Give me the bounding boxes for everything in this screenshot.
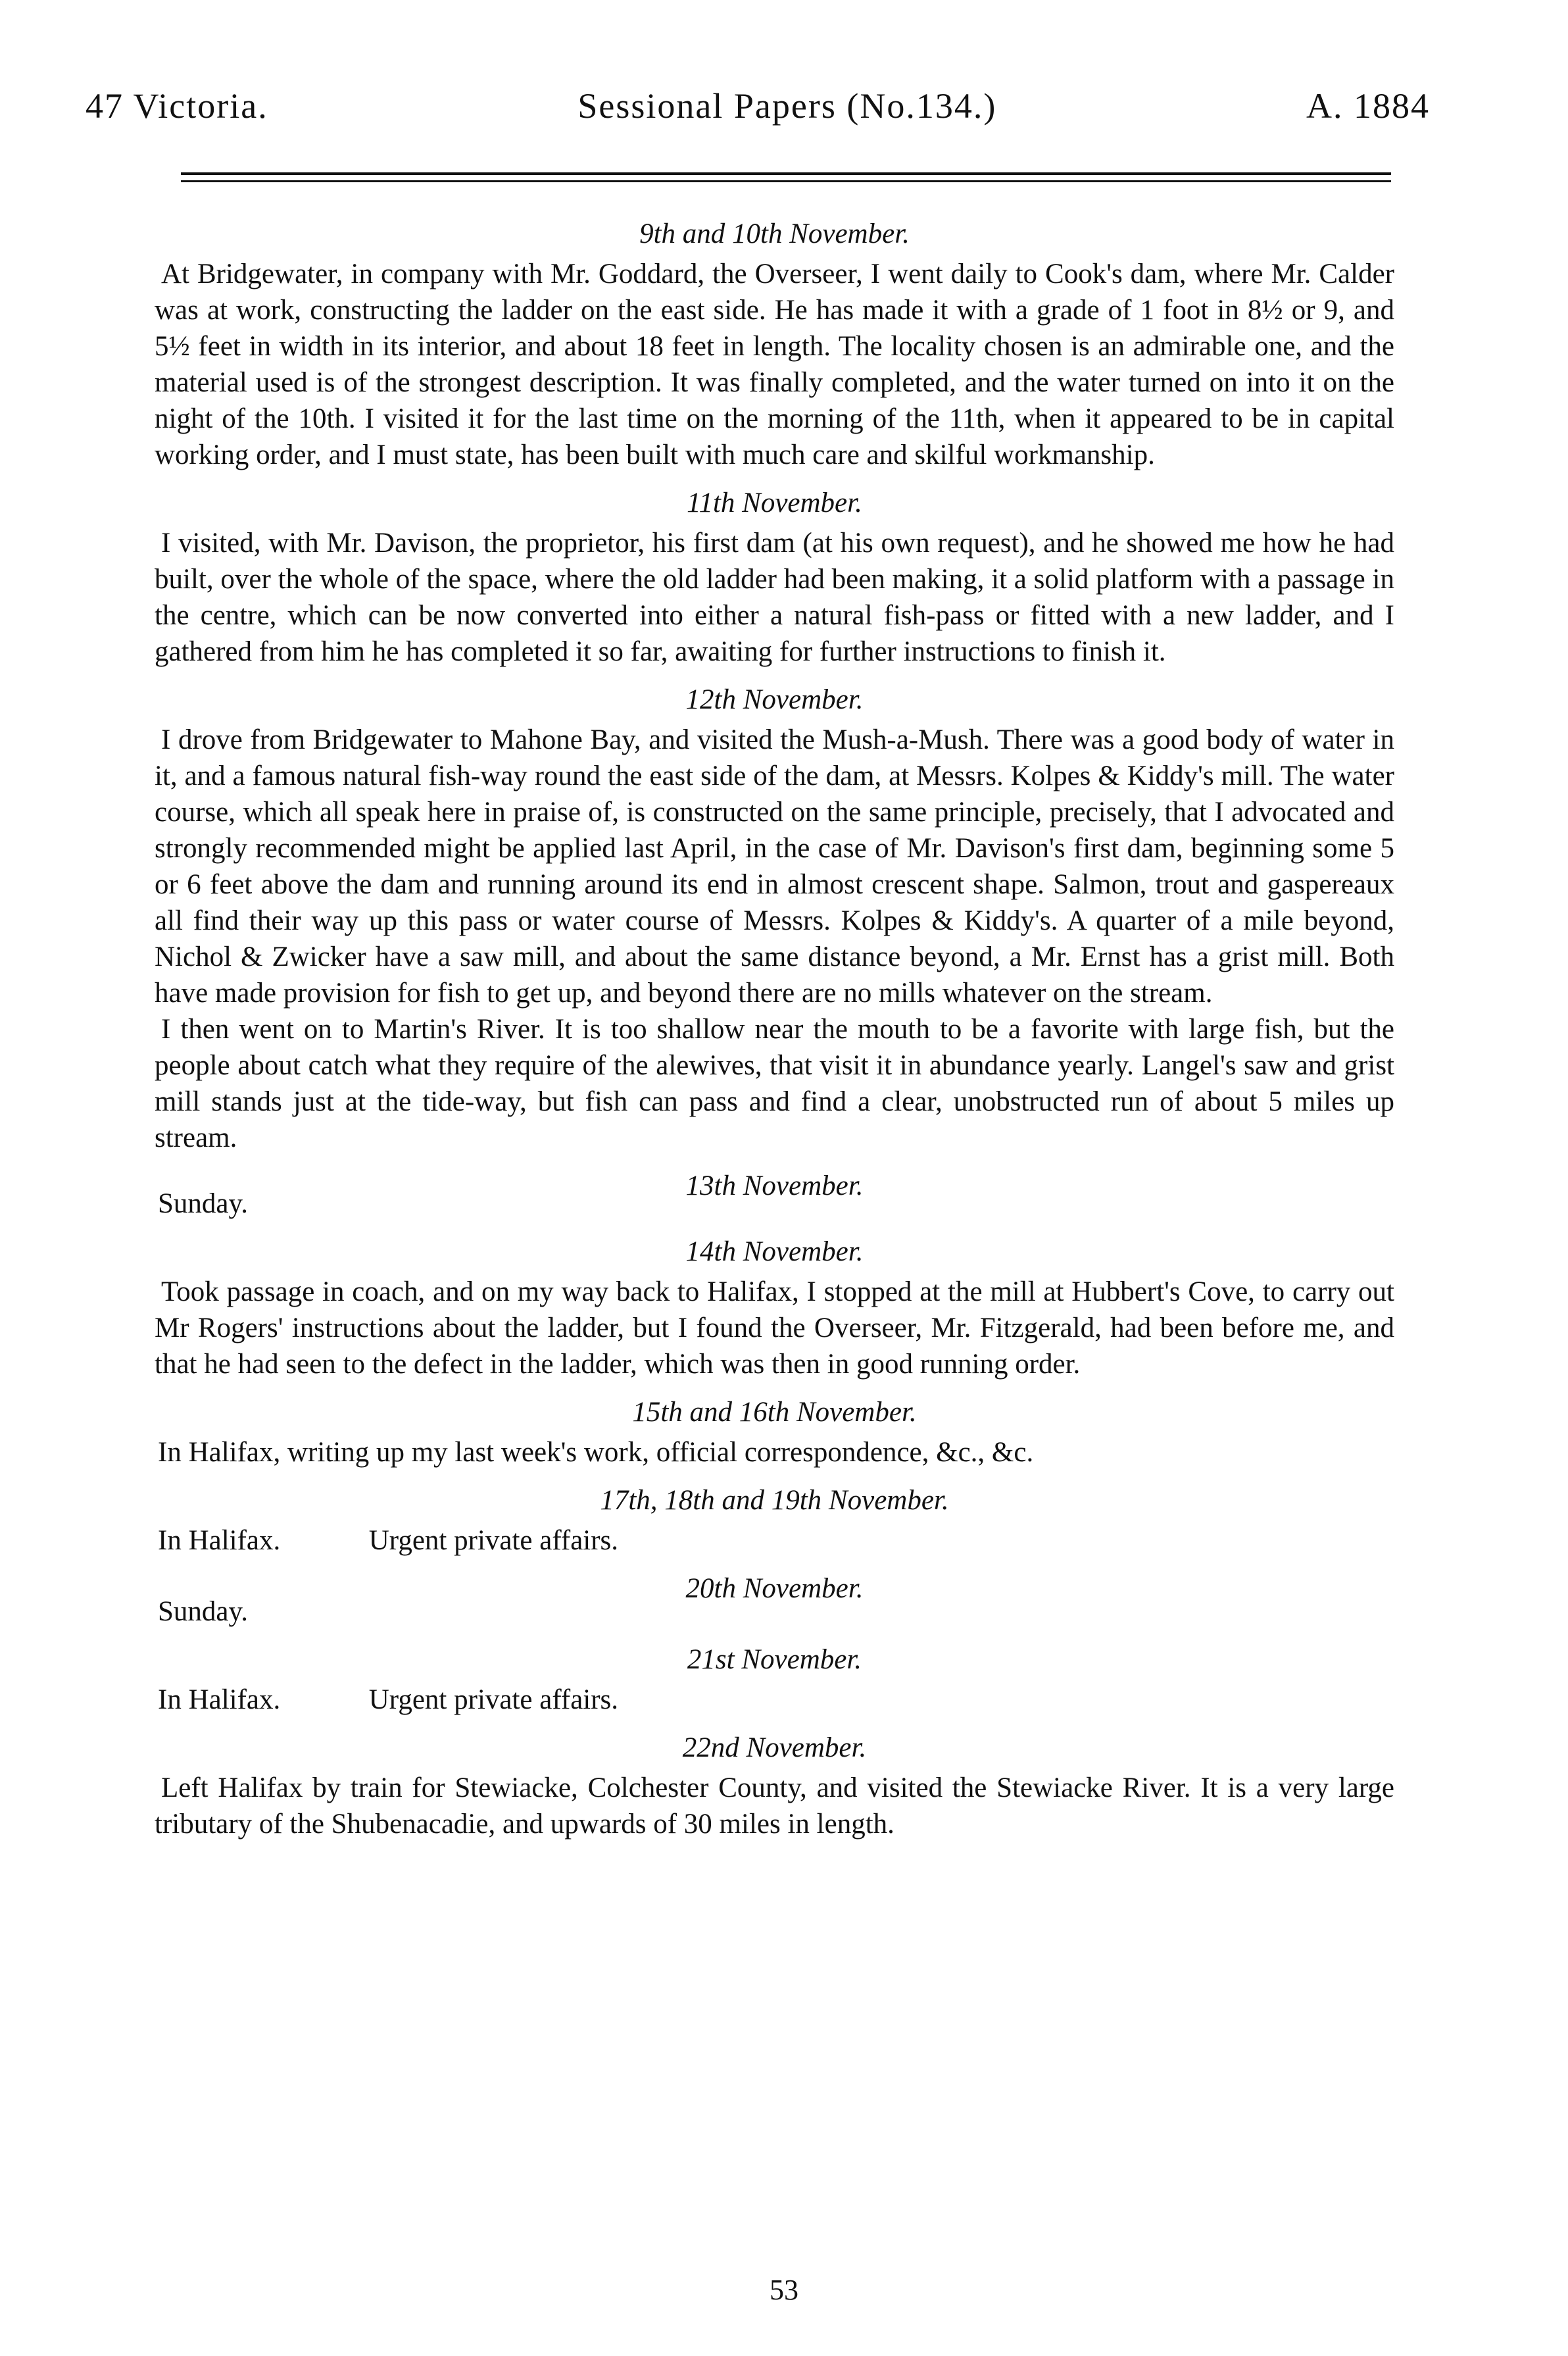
running-header [86, 86, 1430, 138]
entry-12th-november [155, 682, 1394, 1156]
entry-date: 20th November. [685, 1573, 864, 1604]
entry-date: 11th November. [687, 488, 862, 518]
entry-text: I drove from Bridgewater to Mahone Bay, and visited the Mush-a-Mush. There was a good body of water in it, and a famous natural fish-way round the east side of the dam, at Messrs. Kolpes & Kiddy's mill. The water course, which all speak here in praise of, is constructed on the same principle, precisely, that I advocated and strongly recommended might be applied last April, in the case of Mr. Davison's first dam, beginning some 5 or 6 feet above the dam and running around its end in almost crescent shape. Salmon, trout and gaspereaux all find their way up this pass or water course of Messrs. Kolpes & Kiddy's. A quarter of a mile beyond, Nichol & Zwicker have a saw mill, and about the same distance beyond, a Mr. Ernst has a grist mill. Both have made provision for fish to get up, and beyond there are no mills whatever on the stream. [155, 724, 1394, 1009]
entry-9th-10th-november [155, 216, 1394, 473]
header-sessional-papers: Sessional Papers (No.134.) [577, 86, 997, 126]
report-body [155, 204, 1394, 1842]
entry-activity: Urgent private affairs. [368, 1525, 619, 1556]
entry-text [155, 1682, 1394, 1718]
entry-text: In Halifax, writing up my last week's work, official correspondence, &c., &c. [158, 1437, 1034, 1468]
entry-date: 17th, 18th and 19th November. [600, 1485, 949, 1516]
header-rule-top [181, 172, 1391, 175]
entry-date: 12th November. [685, 684, 864, 715]
entry-date: 15th and 16th November. [632, 1397, 917, 1428]
entry-15th-16th-november [155, 1394, 1394, 1470]
entry-location: In Halifax. [158, 1525, 281, 1556]
entry-text: Sunday. [158, 1596, 248, 1627]
entry-date: 13th November. [685, 1170, 864, 1201]
entry-22nd-november [155, 1730, 1394, 1842]
entry-11th-november [155, 485, 1394, 670]
entry-activity: Urgent private affairs. [368, 1684, 619, 1715]
entry-13th-november [155, 1168, 1394, 1222]
entry-text: Took passage in coach, and on my way back to Halifax, I stopped at the mill at Hubbert's Cove, to carry out Mr Rogers' instructions about the ladder, but I found the Overseer, Mr. Fitzgerald, had been before me, and that he had seen to the defect in the ladder, which was then in good running order. [155, 1276, 1394, 1380]
entry-text: Sunday. [158, 1188, 248, 1219]
entry-location: In Halifax. [158, 1684, 281, 1715]
entry-date: 22nd November. [682, 1732, 867, 1763]
header-rule-bottom [181, 180, 1391, 182]
entry-date: 21st November. [687, 1644, 862, 1675]
entry-date: 14th November. [685, 1236, 864, 1267]
entry-17th-19th-november [155, 1482, 1394, 1559]
entry-text [155, 1522, 1394, 1559]
entry-14th-november [155, 1234, 1394, 1382]
entry-20th-november [155, 1570, 1394, 1630]
header-year: A. 1884 [1306, 86, 1430, 126]
entry-text-continued: I then went on to Martin's River. It is too shallow near the mouth to be a favorite with large fish, but the people about catch what they require of the alewives, that visit it in abundance yearly. Langel's saw and grist mill stands just at the tide-way, but fish can pass and find a clear, unobstructed run of about 5 miles up stream. [155, 1014, 1394, 1153]
entry-21st-november [155, 1642, 1394, 1718]
entry-text: I visited, with Mr. Davison, the proprietor, his first dam (at his own request), and he showed me how he had built, over the whole of the space, where the old ladder had been making, it a solid platform with a passage in the centre, which can be now converted into either a natural fish-pass or fitted with a new ladder, and I gathered from him he has completed it so far, awaiting for further instructions to finish it. [155, 528, 1394, 667]
entry-text: Left Halifax by train for Stewiacke, Colchester County, and visited the Stewiacke River. It is a very large tributary of the Shubenacadie, and upwards of 30 miles in length. [155, 1772, 1394, 1840]
entry-text: At Bridgewater, in company with Mr. Goddard, the Overseer, I went daily to Cook's dam, where Mr. Calder was at work, constructing the ladder on the east side. He has made it with a grade of 1 foot in 8½ or 9, and 5½ feet in width in its interior, and about 18 feet in length. The locality chosen is an admirable one, and the material used is of the strongest description. It was finally completed, and the water turned on into it on the night of the 10th. I visited it for the last time on the morning of the 11th, when it appeared to be in capital working order, and I must state, has been built with much care and skilful workmanship. [155, 259, 1394, 470]
entry-date: 9th and 10th November. [639, 218, 910, 249]
header-volume: 47 Victoria. [86, 86, 268, 126]
page-number: 53 [770, 2274, 798, 2306]
